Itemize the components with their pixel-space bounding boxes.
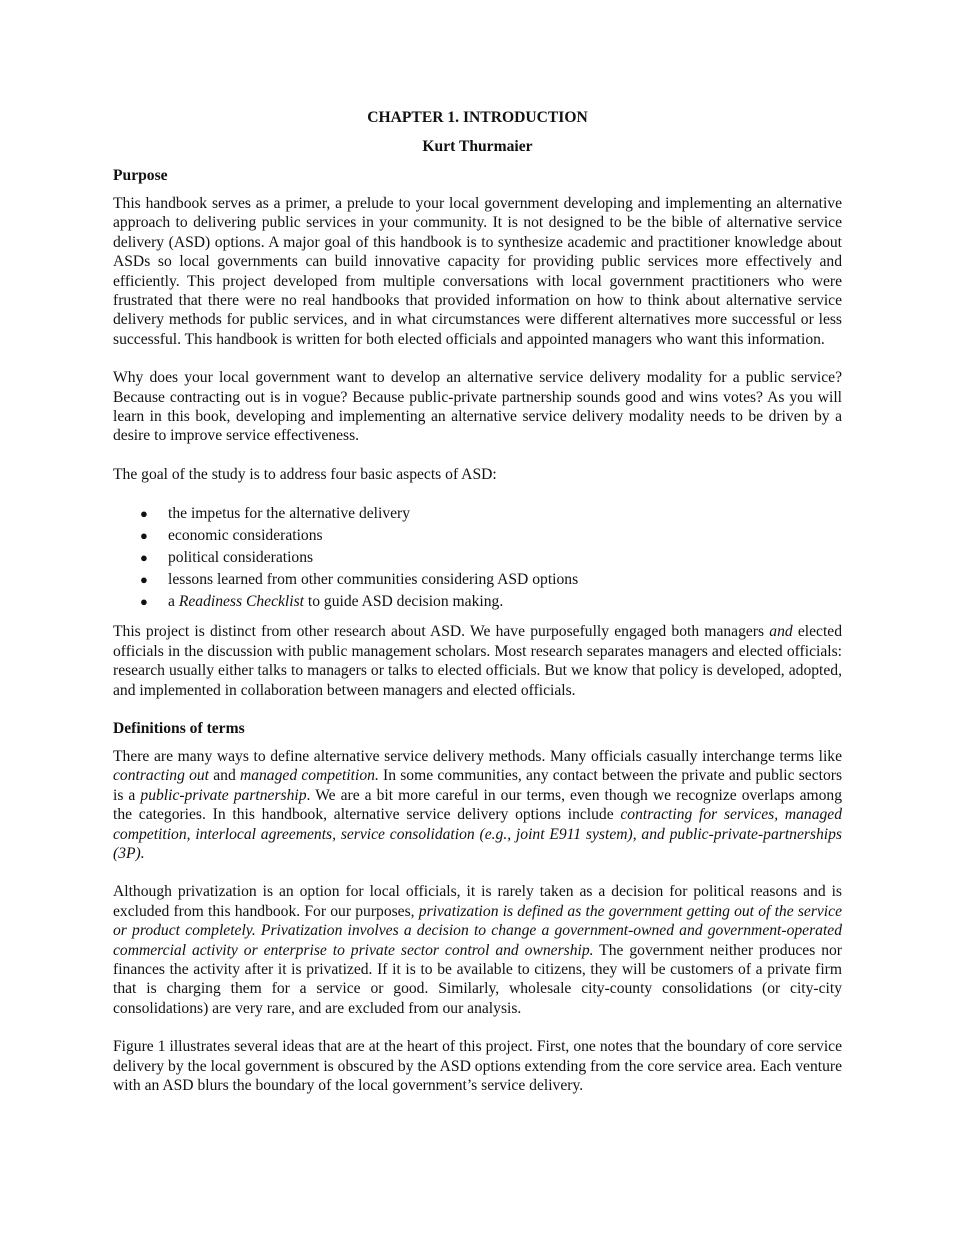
bullet-icon: ● xyxy=(140,550,148,566)
section-heading-purpose: Purpose xyxy=(113,167,168,184)
bullet-icon: ● xyxy=(140,594,148,610)
aspects-list xyxy=(113,503,842,613)
paragraph-purpose-1: This handbook serves as a primer, a prelude to your local government developing and implementing an alternative approach to delivering public services in your community. It is not designed to be the bible of alternative service delivery (ASD) options. A major goal of this handbook is to synthesize academic and practitioner knowledge about ASDs so local governments can build innovative capacity for providing public services more effectively and efficiently. This project developed from multiple conversations with local government practitioners who were frustrated that there were no real handbooks that provided information on how to think about alternative service delivery methods for public services, and in what circumstances were different alternatives more successful or less successful. This handbook is written for both elected officials and appointed managers who want this information. xyxy=(113,195,842,348)
paragraph-definitions-3: Figure 1 illustrates several ideas that are at the heart of this project. First, one notes that the boundary of core service delivery by the local government is obscured by the ASD options extending from the core service area. Each venture with an ASD blurs the boundary of the local government’s service delivery. xyxy=(113,1038,842,1094)
bullet-icon: ● xyxy=(140,528,148,544)
author-name: Kurt Thurmaier xyxy=(422,138,533,155)
bullet-icon: ● xyxy=(140,572,148,588)
paragraph-definitions-2: Although privatization is an option for local officials, it is rarely taken as a decision for political reasons and is excluded from this handbook. For our purposes, privatization is defined as the government getting out of the service or product completely. Privatization involves a decision to change a government-owned and government-operated commercial activity or enterprise to private sector control and ownership. The government neither produces nor finances the activity after it is privatized. If it is to be available to citizens, they will be customers of a private firm that is charging them for a service or good. Similarly, wholesale city-county consolidations (or city-city consolidations) are very rare, and are excluded from our analysis. xyxy=(113,883,842,1017)
list-item: ● economic considerations xyxy=(113,525,842,547)
bullet-icon: ● xyxy=(140,506,148,522)
paragraph-purpose-2: Why does your local government want to develop an alternative service delivery modality for a public service? Because contracting out is in vogue? Because public-private partnership sounds good and wins votes? As you will learn in this book, developing and implementing an alternative service delivery modality needs to be driven by a desire to improve service effectiveness. xyxy=(113,369,842,445)
list-item: ● the impetus for the alternative delivery xyxy=(113,503,842,525)
section-heading-definitions: Definitions of terms xyxy=(113,719,245,737)
document-page xyxy=(113,108,842,1095)
readiness-checklist-term: Readiness Checklist xyxy=(178,593,304,611)
paragraph-definitions-1: There are many ways to define alternative service delivery methods. Many officials casually interchange terms like contracting out and managed competition. In some communities, any contact between the private and public sectors is a public-private partnership. We are a bit more careful in our terms, even though we recognize overlaps among the categories. In this handbook, alternative service delivery options include contracting for services, managed competition, interlocal agreements, service consolidation (e.g., joint E911 system), and public-private-partnerships (3P). xyxy=(113,747,843,862)
list-item: ● a Readiness Checklist to guide ASD decision making. xyxy=(113,591,842,613)
list-item: ● lessons learned from other communities considering ASD options xyxy=(113,569,842,591)
list-item: ● political considerations xyxy=(113,547,842,569)
paragraph-purpose-4: This project is distinct from other research about ASD. We have purposefully engaged both managers and elected officials in the discussion with public management scholars. Most research separates managers and elected officials: research usually either talks to managers or talks to elected officials. But we know that policy is developed, adopted, and implemented in collaboration between managers and elected officials. xyxy=(113,623,843,699)
chapter-title: CHAPTER 1. INTRODUCTION xyxy=(367,109,588,126)
paragraph-goal-intro: The goal of the study is to address four basic aspects of ASD: xyxy=(113,465,497,483)
